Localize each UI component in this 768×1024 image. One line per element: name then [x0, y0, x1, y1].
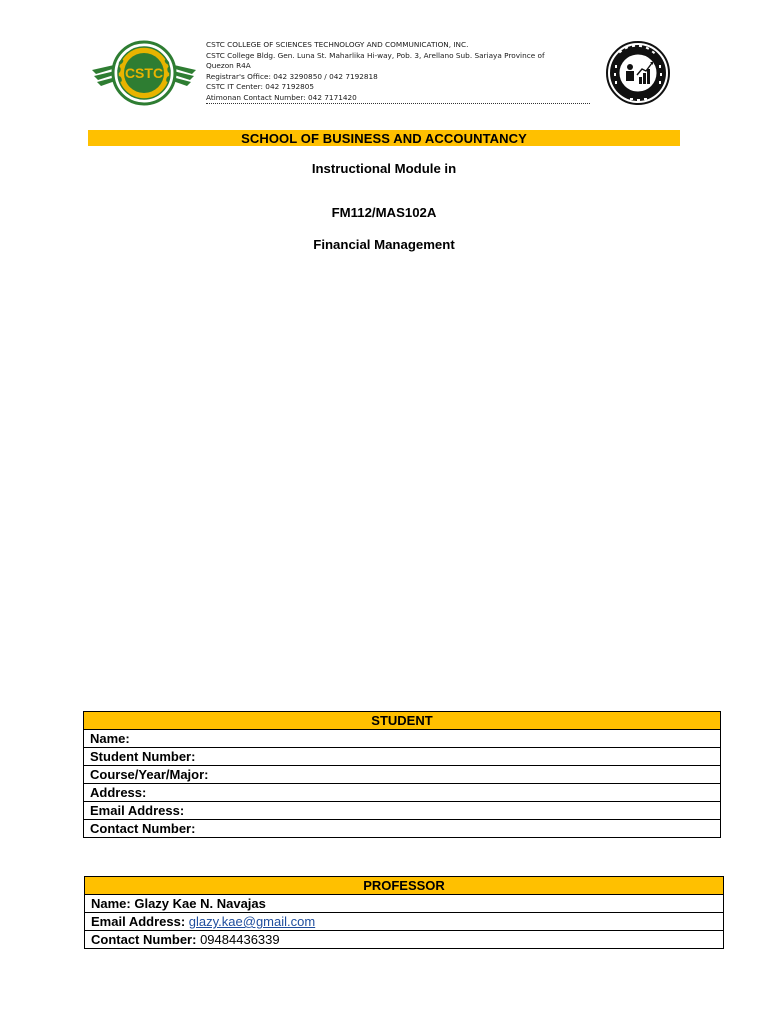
- course-code: FM112/MAS102A: [331, 205, 437, 220]
- school-banner: [88, 130, 680, 146]
- student-email-cell[interactable]: [84, 802, 721, 820]
- table-row: [84, 820, 721, 838]
- table-row: [85, 931, 724, 949]
- header-divider: [206, 103, 590, 104]
- table-row: [84, 748, 721, 766]
- field-label: Student Number:: [90, 749, 196, 764]
- student-name-cell[interactable]: [84, 730, 721, 748]
- professor-name-cell: [85, 895, 724, 913]
- student-info-table: [83, 711, 721, 838]
- table-row: [84, 766, 721, 784]
- college-header: [206, 40, 586, 104]
- college-address-line2: Quezon R4A: [206, 61, 251, 71]
- student-heading: STUDENT: [84, 712, 721, 730]
- student-address-cell[interactable]: [84, 784, 721, 802]
- table-row: [85, 895, 724, 913]
- field-label: Address:: [90, 785, 147, 800]
- field-label: Contact Number:: [90, 821, 196, 836]
- school-banner-title: SCHOOL OF BUSINESS AND ACCOUNTANCY: [241, 130, 527, 146]
- field-label: Email Address:: [91, 914, 186, 929]
- course-name: Financial Management: [313, 237, 455, 252]
- module-title-intro: Instructional Module in: [311, 161, 457, 176]
- atimonan-contact: Atimonan Contact Number: 042 7171420: [206, 92, 357, 102]
- table-row: [84, 784, 721, 802]
- professor-heading: PROFESSOR: [85, 877, 724, 895]
- business-administration-seal-icon: [605, 41, 671, 105]
- cstc-logo-lettering: CSTC: [124, 65, 164, 81]
- professor-contact-number: 09484436339: [200, 932, 280, 947]
- field-label: Name:: [90, 731, 130, 746]
- cstc-logo-icon: [90, 40, 198, 106]
- professor-info-table: [84, 876, 724, 949]
- table-row: [84, 802, 721, 820]
- field-label: Course/Year/Major:: [90, 767, 209, 782]
- professor-email-link[interactable]: glazy.kae@gmail.com: [188, 914, 316, 929]
- student-course-cell[interactable]: [84, 766, 721, 784]
- student-number-cell[interactable]: [84, 748, 721, 766]
- registrar-contact: Registrar's Office: 042 3290850 / 042 7192818: [206, 71, 378, 81]
- college-address-line1: CSTC College Bldg. Gen. Luna St. Maharlika Hi-way, Pob. 3, Arellano Sub. Sariaya Province of: [206, 50, 545, 60]
- table-row: [84, 730, 721, 748]
- student-contact-cell[interactable]: [84, 820, 721, 838]
- field-label: Contact Number:: [91, 932, 197, 947]
- it-center-contact: CSTC IT Center: 042 7192805: [206, 82, 315, 92]
- professor-contact-cell: [85, 931, 724, 949]
- table-row: [85, 913, 724, 931]
- college-name: CSTC COLLEGE OF SCIENCES TECHNOLOGY AND COMMUNICATION, INC.: [206, 40, 469, 49]
- professor-name: Name: Glazy Kae N. Navajas: [91, 896, 266, 911]
- field-label: Email Address:: [90, 803, 185, 818]
- student-table-header: [84, 712, 721, 730]
- professor-email-cell: [85, 913, 724, 931]
- professor-table-header: [85, 877, 724, 895]
